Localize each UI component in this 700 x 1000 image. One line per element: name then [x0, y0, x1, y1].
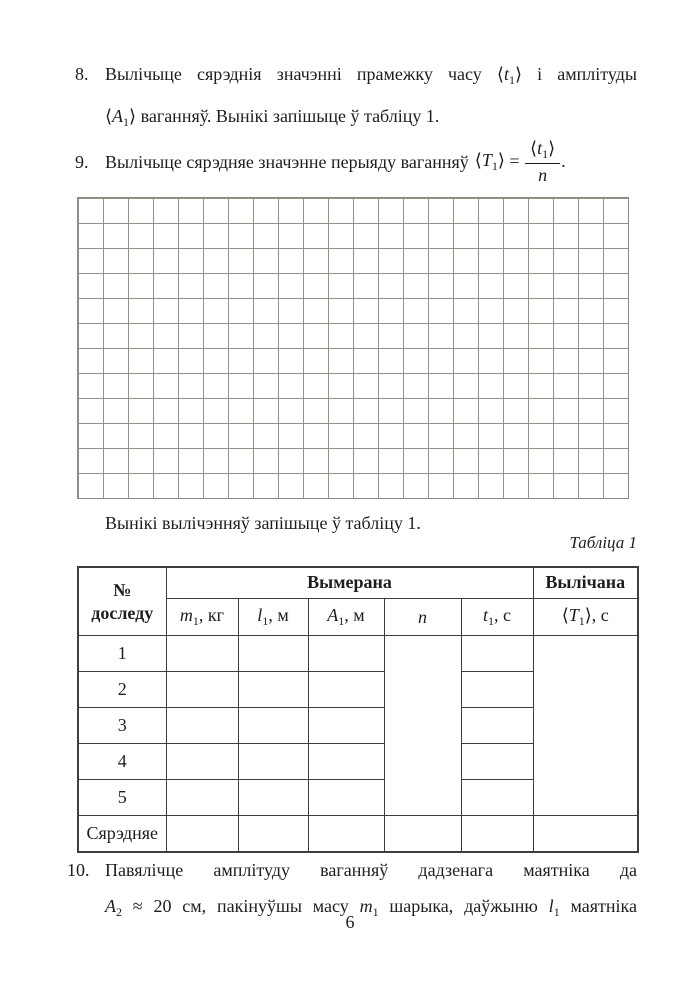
- item-10-number: 10.: [67, 860, 90, 880]
- empty-cell: [166, 672, 238, 708]
- row-label: 4: [78, 744, 166, 780]
- row-label: 1: [78, 636, 166, 672]
- exercise-item-8: [75, 56, 637, 140]
- col-header-calculated: Вылічана: [533, 567, 638, 599]
- item-9-number: 9.: [75, 152, 89, 172]
- col-header-A1: $A_1$, м: [308, 599, 384, 636]
- empty-cell: [308, 672, 384, 708]
- col-header-measured: Вымерана: [166, 567, 533, 599]
- item-8-line-2: $⟨A_1⟩$ ваганняў. Вынікі запішыце ў табліцу 1.: [105, 106, 440, 129]
- row-label: 5: [78, 780, 166, 816]
- empty-cell: [238, 672, 308, 708]
- empty-cell: [238, 636, 308, 672]
- empty-cell: [308, 780, 384, 816]
- col-header-experiment-number: № доследу: [78, 567, 166, 636]
- row-label: 2: [78, 672, 166, 708]
- merged-cell-T1: [533, 636, 638, 816]
- merged-cell-n: [384, 636, 461, 816]
- fraction-denominator: n: [538, 164, 548, 185]
- empty-cell: [166, 744, 238, 780]
- col-header-T1-mean: $⟨T_1⟩$, с: [533, 599, 638, 636]
- exercise-item-9: [75, 130, 640, 194]
- page-number: 6: [345, 912, 355, 932]
- col-header-m1: $m_1$, кг: [166, 599, 238, 636]
- item-10-line-1: Павялічце амплітуду ваганняў дадзенага маятніка да: [105, 860, 637, 880]
- empty-cell: [166, 780, 238, 816]
- empty-cell: [166, 708, 238, 744]
- item-9-text: Вылічыце сярэдняе значэнне перыяду ваганняў: [105, 151, 469, 172]
- empty-cell: [308, 636, 384, 672]
- empty-cell: [461, 636, 533, 672]
- row-label: 3: [78, 708, 166, 744]
- fraction: [525, 138, 560, 187]
- col-header-n: n: [384, 599, 461, 636]
- item-8-number: 8.: [75, 64, 89, 84]
- empty-cell: [166, 816, 238, 853]
- col-header-t1: $t_1$, с: [461, 599, 533, 636]
- empty-cell: [533, 816, 638, 853]
- table-row-average: [78, 816, 638, 853]
- graph-paper-grid: [77, 197, 629, 499]
- empty-cell: [308, 744, 384, 780]
- col-header-l1: $l_1$, м: [238, 599, 308, 636]
- empty-cell: [238, 816, 308, 853]
- fraction-numerator: $⟨t_1⟩$: [525, 138, 560, 164]
- equals-sign: =: [504, 151, 525, 172]
- empty-cell: [308, 816, 384, 853]
- empty-cell: [461, 744, 533, 780]
- empty-cell: [166, 636, 238, 672]
- results-table: [77, 566, 639, 853]
- empty-cell: [461, 708, 533, 744]
- empty-cell: [308, 708, 384, 744]
- formula-lhs: $⟨T_1⟩$: [474, 149, 505, 173]
- empty-cell: [238, 744, 308, 780]
- empty-cell: [238, 780, 308, 816]
- empty-cell: [238, 708, 308, 744]
- item-8-line-1: Вылічыце сярэднія значэнні прамежку часу $⟨t_1⟩$ і амплітуды: [105, 64, 638, 87]
- results-caption: Вынікі вылічэнняў запішыце ў табліцу 1.: [105, 513, 421, 533]
- table-label: Табліца 1: [569, 533, 637, 552]
- empty-cell: [461, 816, 533, 853]
- row-label-average: Сярэдняе: [78, 816, 166, 853]
- item-10-line-2: $A_2 \approx 20$ см, пакінуўшы масу $m_1$ шарыка, даўжыню $l_1$ маятніка: [105, 896, 637, 919]
- formula-period: .: [561, 151, 566, 172]
- empty-cell: [461, 780, 533, 816]
- table-row: [78, 636, 638, 672]
- period-formula: [475, 138, 566, 187]
- empty-cell: [384, 816, 461, 853]
- empty-cell: [461, 672, 533, 708]
